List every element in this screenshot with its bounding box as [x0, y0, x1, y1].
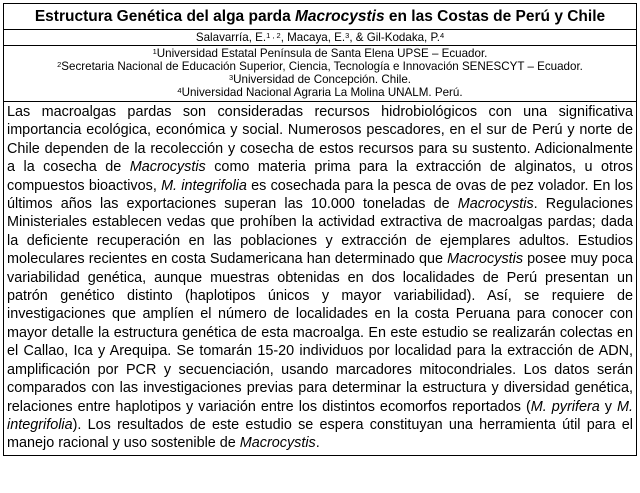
abstract-document — [3, 3, 637, 456]
authors-affiliations — [4, 30, 636, 102]
title-suffix: en las Costas de Perú y Chile — [384, 8, 606, 25]
title-genus: Macrocystis — [295, 8, 385, 25]
author-2: , Macaya, E. — [280, 31, 346, 44]
abstract-body: Las macroalgas pardas son consideradas recursos hidrobiológicos con una significativa importancia ecológica, económica y social. Numerosos pescadores, en el sur de Perú y norte de Chile dependen de la recolección y cosecha de estos recursos para su sustento. Adicionalmente a la cosecha de Macrocystis como materia prima para la extracción de alginatos, u otros compuestos bioactivos, M. integrifolia es cosechada para la pesca de ovas de pez volador. En los últimos años las exportaciones superan las 10.000 toneladas de Macrocystis. Regulaciones Ministeriales establecen vedas que prohíben la actividad extractiva de macroalgas pardas; dada la deficiente recuperación en las poblaciones y extracción de ejemplares adultos. Estudios moleculares recientes en costa Sudamericana han determinado que Macrocystis posee muy poca variabilidad genética, aunque muestras obtenidas en dos localidades de Perú presentan un patrón genético distinto (haplotipos únicos y mayor variabilidad). Así, se requiere de investigaciones que amplíen el número de localidades en la costa Peruana para conocer con mayor detalle la estructura genética de esta macroalga. En este estudio se realizarán colectas en el Callao, Ica y Arequipa. Se tomarán 15-20 individuos por localidad para la extracción de ADN, amplificación por PCR y secuenciación, usando marcadores mitocondriales. Los datos serán comparados con las investigaciones previas para determinar la estructura y diversidad genética, relaciones entre haplotipos y variación entre los distintos ecomorfos reportados (M. pyrifera y M. integrifolia). Los resultados de este estudio se espera constituyan una herramienta útil para el manejo racional y uso sostenible de Macrocystis. — [7, 104, 634, 452]
affiliation-4: $^4$Universidad Nacional Agraria La Molina UNALM. Perú. — [177, 86, 463, 99]
title-prefix: Estructura Genética del alga parda — [34, 8, 295, 25]
document-title — [4, 4, 636, 30]
affiliation-1: $^1$Universidad Estatal Península de Santa Elena UPSE – Ecuador. — [152, 47, 488, 60]
affiliation-3: $^3$Universidad de Concepción. Chile. — [228, 73, 412, 86]
author-3-sup: 4 — [439, 31, 445, 40]
author-1: Salavarría, E. — [195, 31, 267, 44]
author-3: , & Gil-Kodaka, P. — [349, 31, 440, 44]
author-list — [4, 31, 636, 46]
author-2-sup: 3 — [345, 31, 350, 40]
author-1-sup: 1 , 2 — [266, 31, 281, 40]
affiliation-2: $^2$Secretaria Nacional de Educación Superior, Ciencia, Tecnología e Innovación SENESCYT – Ecuador. — [57, 60, 583, 73]
